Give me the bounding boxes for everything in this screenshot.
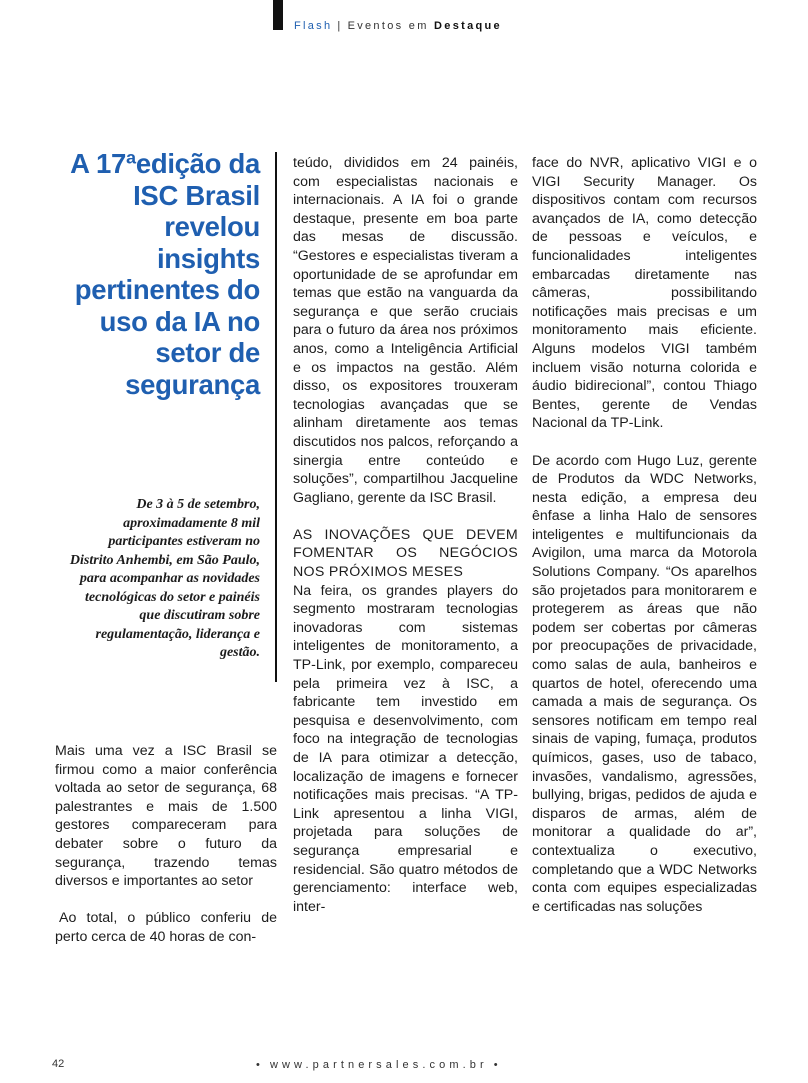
header-separator: |	[337, 20, 343, 32]
article-column-1	[55, 742, 277, 947]
article-lead: De 3 à 5 de setembro, aproximadamente 8 mil participantes estiveram no Distrito Anhembi, em São Paulo, para acompanhar as novidades tecnológicas do setor e painéis que discutiram sobre regulamentação, liderança e gestão.	[69, 497, 260, 660]
footer-url-line	[250, 1059, 508, 1071]
paragraph: Na feira, os grandes players do segmento mostraram tecnologias inovadoras com sistemas inteligentes de monitoramento, a TP-Link, por exemplo, compareceu pela primeira vez à ISC, a fabricante tem investido em pesquisa e desenvolvimento, com foco na integração de tecnologias de IA para otimizar a detecção, localização de imagens e fornecer notificações mais precisas. “A TP-Link apresentou a linha VIGI, projetada para soluções de segurança empresarial e residencial. São quatro métodos de gerenciamento: interface web, inter-	[293, 582, 518, 915]
subsection-highlight: Destaque	[434, 20, 502, 32]
page-number: 42	[52, 1058, 65, 1070]
subsection-label: Eventos em	[347, 20, 429, 32]
paragraph: De acordo com Hugo Luz, gerente de Produtos da WDC Networks, nesta edição, a empresa deu ênfase a linha Halo de sensores inteligentes e multifuncionais da Avigilon, uma marca da Motorola Solutions Company. “Os aparelhos são projetados para monitorarem e protegerem as áreas que não podem ser cobertas por câmeras por preocupações de privacidade, como salas de aula, banheiros e quartos de hotel, oferecendo uma camada a mais de segurança. Os sensores notificam em tempo real sinais de vaping, fumaça, produtos químicos, gases, uso de tabaco, invasões, vandalismo, agressões, bullying, brigas, pedidos de ajuda e disparos de armas, além de monitorar a qualidade do ar”, contextualiza o executivo, completando que a WDC Networks conta com equipes especializadas e certificadas nas soluções	[532, 452, 757, 915]
footer-bullet: •	[256, 1059, 264, 1071]
paragraph: Ao total, o público conferiu de perto cerca de 40 horas de con-	[55, 910, 277, 945]
column-divider	[275, 152, 277, 682]
section-subheading: AS INOVAÇÕES QUE DEVEM FOMENTAR OS NEGÓCIOS NOS PRÓXIMOS MESES	[293, 526, 518, 581]
article-column-3	[532, 154, 757, 916]
paragraph: face do NVR, aplicativo VIGI e o VIGI Security Manager. Os dispositivos contam com recursos avançados de IA, como detecção de pessoas e veículos, e funcionalidades inteligentes embarcadas diretamente nas câmeras, possibilitando notificações mais precisas e um monitoramento mais eficiente. Alguns modelos VIGI também incluem visão noturna colorida e áudio bidirecional”, contou Thiago Bentes, gerente de Vendas Nacional da TP-Link.	[532, 155, 757, 432]
section-label: Flash	[294, 20, 333, 32]
footer-bullet: •	[493, 1059, 502, 1071]
paragraph: teúdo, divididos em 24 painéis, com especialistas nacionais e internacionais. A IA foi o grande destaque, presente em boa parte das mesas de discussão. “Gestores e especialistas tiveram a oportunidade de se aprofundar em temas que estão na vanguarda da segurança e que serão cruciais para o futuro da área nos próximos anos, como a Inteligência Artificial e os impactos na gestão. Além disso, os expositores trouxeram tecnologias avançadas que se alinham diretamente aos temas discutidos nos palcos, reforçando a sinergia entre conteúdo e soluções”, compartilhou Jacqueline Gagliano, gerente da ISC Brasil.	[293, 155, 518, 506]
website-url[interactable]: www.partnersales.com.br	[269, 1059, 488, 1071]
section-header	[294, 20, 502, 32]
paragraph: Mais uma vez a ISC Brasil se firmou como a maior conferência voltada ao setor de segurança, 68 palestrantes e mais de 1.500 gestores compareceram para debater sobre o futuro da segurança, trazendo temas diversos e importantes ao setor	[55, 743, 277, 890]
article-title: A 17ªedição da ISC Brasil revelou insights pertinentes do uso da IA no setor de segurança	[70, 148, 260, 400]
article-column-2	[293, 154, 518, 916]
header-accent-bar	[273, 0, 283, 30]
